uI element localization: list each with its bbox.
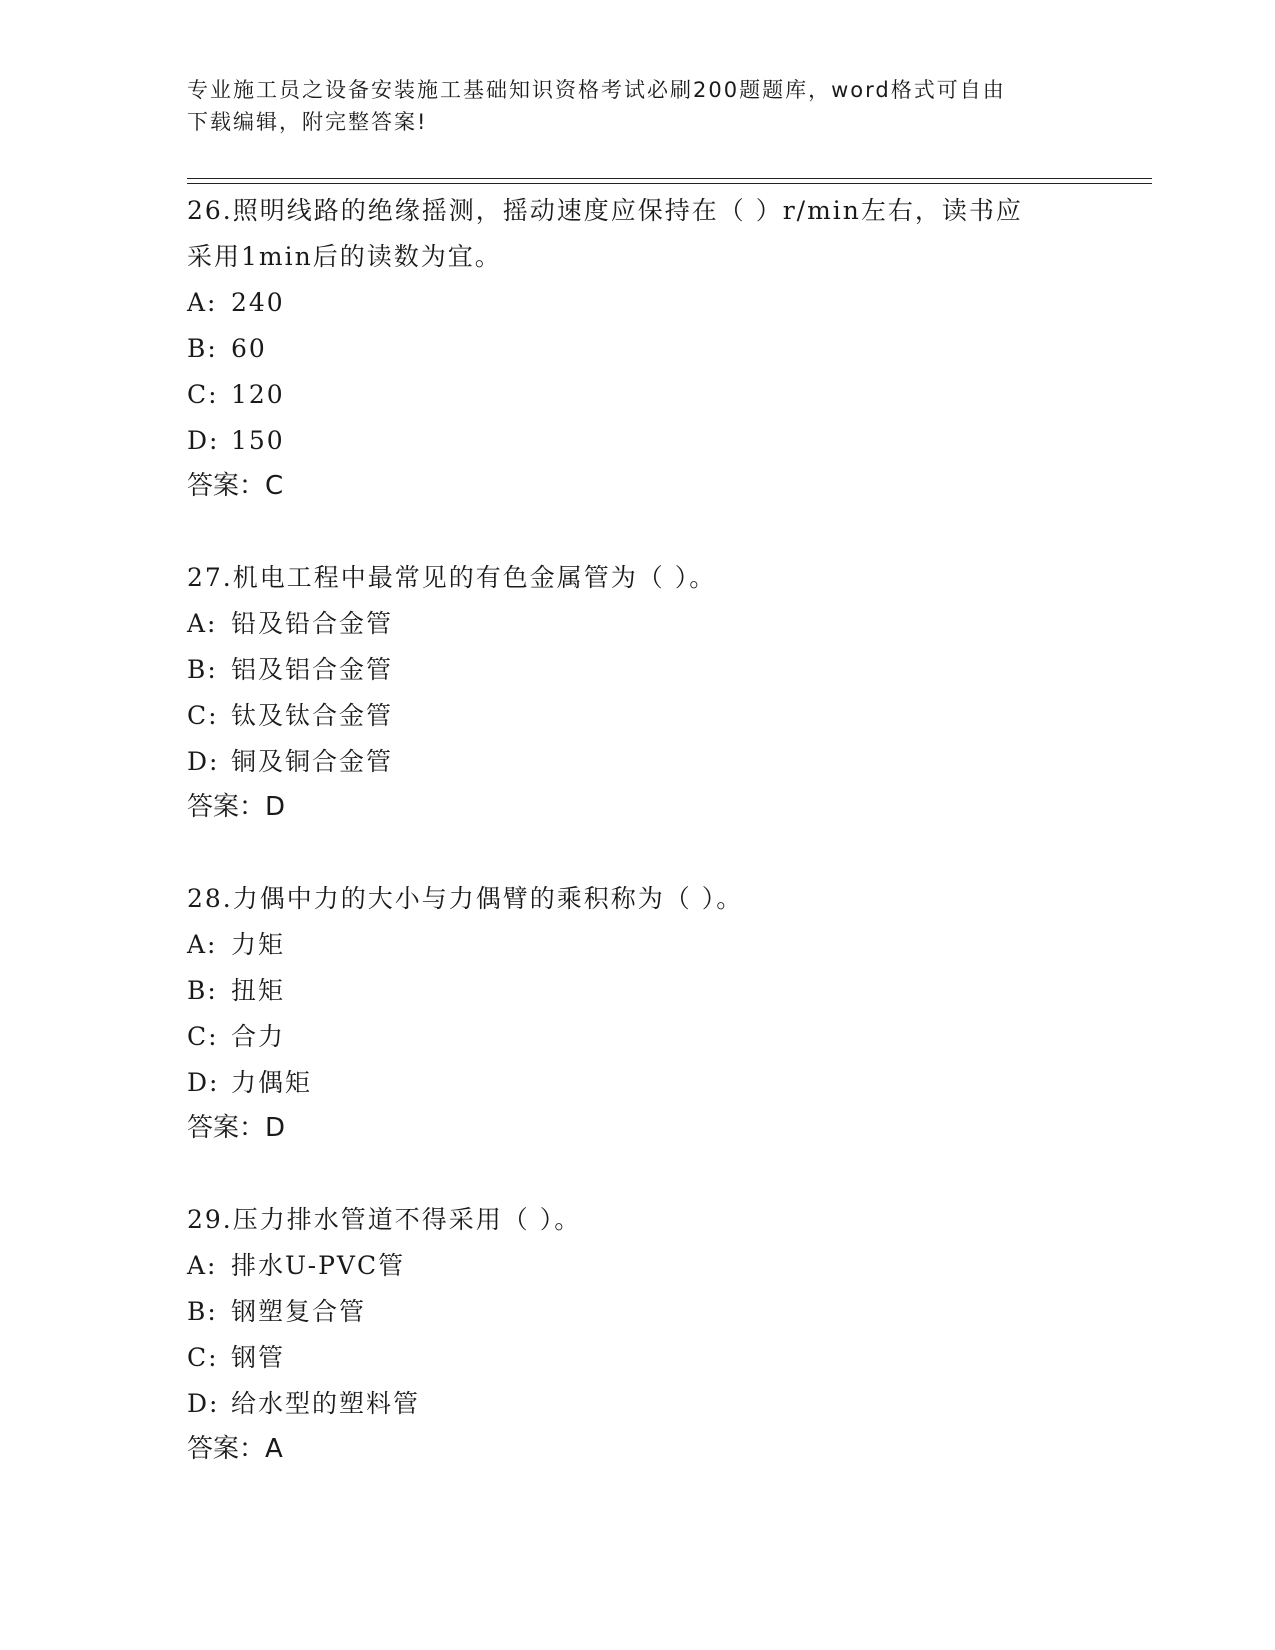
question-stem — [187, 188, 1087, 280]
option-text: 力矩 — [231, 930, 286, 959]
option-text: 150 — [231, 426, 285, 455]
option-text: 铜及铜合金管 — [231, 747, 394, 776]
header-line-2: 下载编辑，附完整答案! — [187, 110, 428, 134]
answer-line: 答案：D — [187, 792, 286, 822]
option-text: 合力 — [231, 1022, 286, 1051]
header-divider-bottom — [187, 183, 1152, 184]
option-key: D: — [187, 1068, 220, 1097]
question-28 — [187, 876, 1087, 1150]
answer-line: 答案：C — [187, 471, 284, 501]
option-c — [187, 693, 1087, 739]
option-d — [187, 1060, 1087, 1106]
option-text: 铅及铅合金管 — [231, 609, 394, 638]
option-key: A: — [187, 930, 218, 959]
option-key: D: — [187, 747, 220, 776]
document-header — [187, 74, 1067, 138]
question-stem — [187, 1197, 1087, 1243]
question-27 — [187, 555, 1087, 829]
option-key: C: — [187, 1343, 219, 1372]
option-text: 钢塑复合管 — [231, 1297, 367, 1326]
option-b — [187, 1289, 1087, 1335]
option-text: 排水U-PVC管 — [231, 1251, 406, 1280]
question-stem — [187, 555, 1087, 601]
option-text: 240 — [231, 288, 285, 317]
option-a — [187, 601, 1087, 647]
option-a — [187, 1243, 1087, 1289]
option-text: 钛及钛合金管 — [231, 701, 394, 730]
question-list — [187, 188, 1087, 1518]
option-key: A: — [187, 609, 218, 638]
question-stem-line-1: 26.照明线路的绝缘摇测，摇动速度应保持在（ ）r/min左右，读书应 — [187, 196, 1023, 225]
option-key: B: — [187, 976, 218, 1005]
option-text: 60 — [231, 334, 267, 363]
option-text: 铝及铝合金管 — [231, 655, 394, 684]
option-c — [187, 1014, 1087, 1060]
option-text: 力偶矩 — [231, 1068, 313, 1097]
option-a — [187, 280, 1087, 326]
option-d — [187, 739, 1087, 785]
option-b — [187, 326, 1087, 372]
option-key: D: — [187, 1389, 220, 1418]
option-b — [187, 647, 1087, 693]
option-key: C: — [187, 701, 219, 730]
option-text: 扭矩 — [231, 976, 286, 1005]
option-key: B: — [187, 334, 218, 363]
answer-line: 答案：D — [187, 1113, 286, 1143]
option-d — [187, 1381, 1087, 1427]
option-key: B: — [187, 655, 218, 684]
answer-line: 答案：A — [187, 1434, 283, 1464]
option-c — [187, 1335, 1087, 1381]
question-stem-line-1: 29.压力排水管道不得采用（ ）。 — [187, 1205, 582, 1234]
question-stem-line-1: 27.机电工程中最常见的有色金属管为（ ）。 — [187, 563, 717, 592]
option-text: 钢管 — [231, 1343, 286, 1372]
option-b — [187, 968, 1087, 1014]
question-29 — [187, 1197, 1087, 1471]
header-line-1: 专业施工员之设备安装施工基础知识资格考试必刷200题题库，word格式可自由 — [187, 78, 1006, 102]
option-key: A: — [187, 1251, 218, 1280]
option-a — [187, 922, 1087, 968]
option-c — [187, 372, 1087, 418]
option-key: A: — [187, 288, 218, 317]
option-key: D: — [187, 426, 220, 455]
question-26 — [187, 188, 1087, 508]
option-text: 给水型的塑料管 — [231, 1389, 421, 1418]
option-text: 120 — [231, 380, 285, 409]
question-stem-line-1: 28.力偶中力的大小与力偶臂的乘积称为（ ）。 — [187, 884, 744, 913]
question-stem-line-2: 采用1min后的读数为宜。 — [187, 242, 502, 271]
header-divider-top — [187, 178, 1152, 179]
question-stem — [187, 876, 1087, 922]
option-d — [187, 418, 1087, 464]
option-key: B: — [187, 1297, 218, 1326]
option-key: C: — [187, 380, 219, 409]
option-key: C: — [187, 1022, 219, 1051]
